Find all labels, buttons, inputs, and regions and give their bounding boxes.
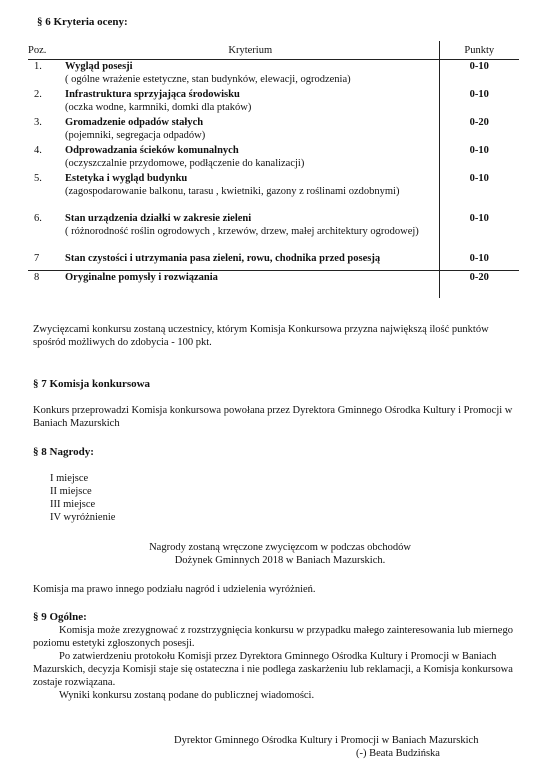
prize-list (50, 472, 115, 524)
row-points: 0-20 (439, 270, 519, 298)
table-row (28, 212, 519, 252)
row-points: 0-10 (469, 253, 489, 264)
signature-name: (-) Beata Budzińska (356, 748, 440, 759)
row-pos: 3. (34, 117, 42, 128)
list-item: II miejsce (50, 486, 92, 497)
row-desc: (pojemniki, segregacja odpadów) (65, 130, 206, 141)
row-desc: (oczka wodne, karmniki, domki dla ptaków) (65, 102, 252, 113)
table-row (28, 252, 519, 270)
criteria-table (28, 41, 519, 298)
section-7-text: Konkurs przeprowadzi Komisja konkursowa powołana przez Dyrektora Gminnego Ośrodka Kultury i Promocji w Baniach Mazurskich (33, 405, 513, 429)
row-points: 0-10 (469, 89, 489, 100)
table-row (28, 116, 519, 144)
row-name: Odprowadzania ścieków komunalnych (65, 145, 239, 156)
list-item: III miejsce (50, 499, 96, 510)
header-criterion: Kryterium (62, 41, 439, 60)
section-9-title: § 9 Ogólne: (33, 611, 87, 623)
row-desc: ( ogólne wrażenie estetyczne, stan budynków, elewacji, ogrodzenia) (65, 74, 351, 85)
row-pos: 4. (34, 145, 42, 156)
row-points: 0-10 (469, 173, 489, 184)
row-points: 0-10 (469, 61, 489, 72)
row-name: Wygląd posesji (65, 61, 133, 72)
row-name: Oryginalne pomysły i rozwiązania (65, 271, 218, 283)
ceremony-line: Nagrody zostaną wręczone zwycięzcom w podczas obchodów (149, 542, 411, 553)
header-pos: Poz. (28, 41, 62, 60)
ceremony-note (80, 541, 480, 567)
row-name: Stan urządzenia działki w zakresie zieleni (65, 213, 252, 224)
section-6-title: § 6 Kryteria oceny: (37, 16, 128, 28)
table-row (28, 144, 519, 172)
signature-block (174, 734, 524, 760)
row-desc: (oczyszczalnie przydomowe, podłączenie do kanalizacji) (65, 158, 305, 169)
table-row (28, 270, 519, 298)
row-desc: ( różnorodność roślin ogrodowych , krzewów, drzew, małej architektury ogrodowej) (65, 226, 419, 237)
ceremony-line: Dożynek Gminnych 2018 w Baniach Mazurskich. (174, 555, 386, 566)
row-name: Estetyka i wygląd budynku (65, 173, 188, 184)
row-name: Stan czystości i utrzymania pasa zieleni, rowu, chodnika przed posesją (65, 253, 381, 264)
row-desc: (zagospodarowanie balkonu, tarasu , kwietniki, gazony z roślinami ozdobnymi) (65, 186, 400, 197)
table-row (28, 60, 519, 89)
row-name: Infrastruktura sprzyjająca środowisku (65, 89, 240, 100)
row-name: Gromadzenie odpadów stałych (65, 117, 204, 128)
section-7-title: § 7 Komisja konkursowa (33, 378, 151, 390)
signature-title: Dyrektor Gminnego Ośrodka Kultury i Promocji w Baniach Mazurskich (174, 735, 479, 746)
list-item: IV wyróżnienie (50, 512, 116, 523)
section-9-body (33, 624, 523, 702)
table-row (28, 88, 519, 116)
section-8-title: § 8 Nagrody: (33, 446, 94, 458)
row-points: 0-10 (469, 145, 489, 156)
section-9-paragraph: Komisja może zrezygnować z rozstrzygnięcia konkursu w przypadku małego zainteresowania lub miernego poziomu estetyki zgłoszonych posesji. (33, 625, 513, 649)
section-9-paragraph: Wyniki konkursu zostaną podane do publicznej wiadomości. (59, 690, 315, 701)
row-points: 0-20 (469, 117, 489, 128)
table-row (28, 172, 519, 212)
criteria-summary: Zwycięzcami konkursu zostaną uczestnicy, którym Komisja Konkursowa przyzna największą ilość punktów spośród możliwych do zdobycia - 100 pkt. (33, 324, 489, 348)
row-pos: 1. (34, 61, 42, 72)
row-pos: 6. (34, 213, 42, 224)
row-pos: 8 (28, 270, 62, 298)
section-9-paragraph: Po zatwierdzeniu protokołu Komisji przez Dyrektora Gminnego Ośrodka Kultury i Promocji w Baniach Mazurskich, decyzja Komisji staje się ostateczna i nie podlega zaskarżeniu lub reklamacji, a Komisja konkursowa zostaje rozwiązana. (33, 651, 513, 688)
row-pos: 7 (34, 253, 40, 264)
criteria-table-header (28, 41, 519, 60)
prize-distribution-note: Komisja ma prawo innego podziału nagród i udzielenia wyróżnień. (33, 584, 316, 595)
row-pos: 5. (34, 173, 42, 184)
row-points: 0-10 (469, 213, 489, 224)
header-points: Punkty (439, 41, 519, 60)
row-pos: 2. (34, 89, 42, 100)
list-item: I miejsce (50, 473, 89, 484)
